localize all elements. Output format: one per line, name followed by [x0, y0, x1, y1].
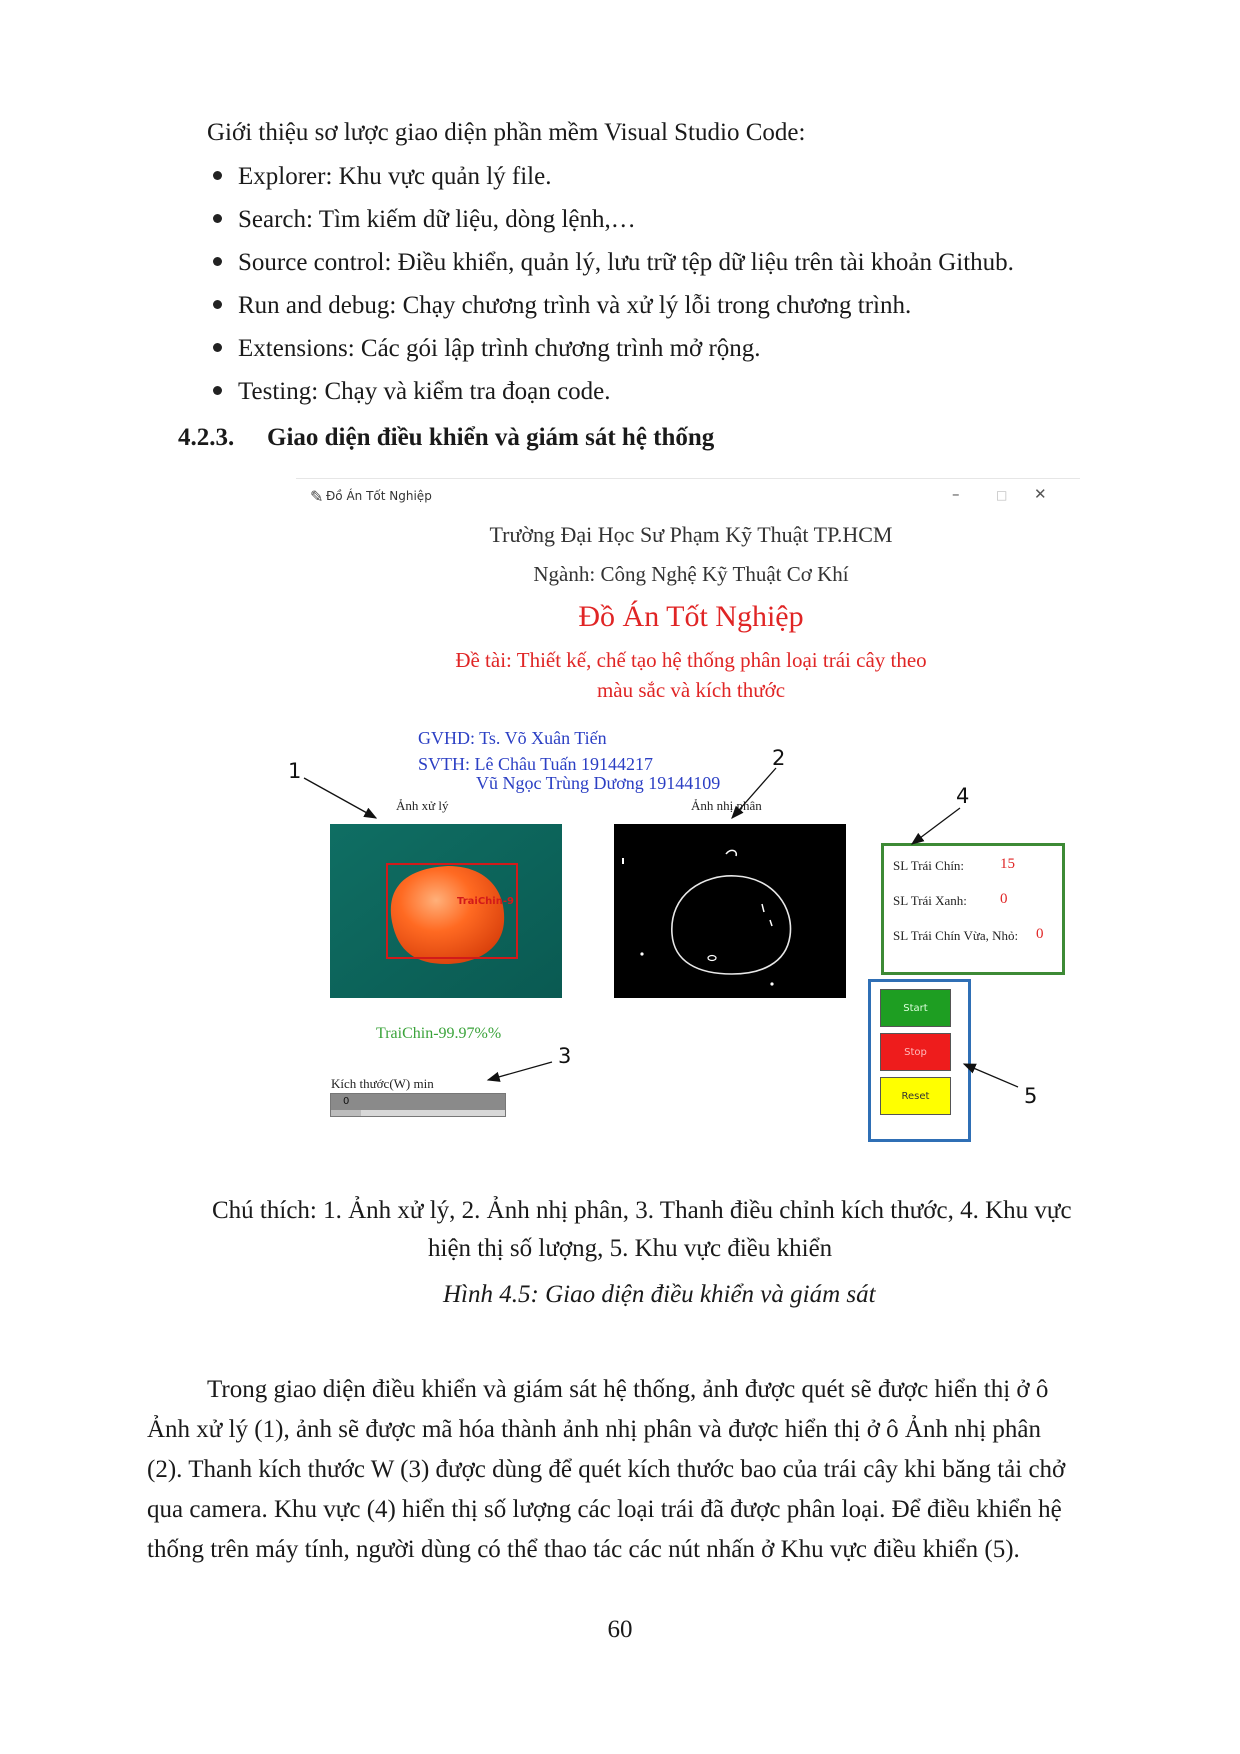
size-slider-value: 0 — [343, 1096, 350, 1107]
callout-arrows — [296, 478, 1080, 1158]
size-slider-label: Kích thước(W) min — [331, 1076, 434, 1091]
list-item: Run and debug: Chạy chương trình và xử lý lỗi trong chương trình. — [238, 291, 1014, 334]
processed-image-label: Ảnh xử lý — [396, 798, 449, 813]
bullet-icon — [213, 257, 222, 266]
start-button[interactable]: Start — [880, 989, 951, 1027]
ripe-count-label: SL Trái Chín: — [893, 858, 965, 873]
feather-icon: ✎ — [310, 489, 324, 506]
green-count-label: SL Trái Xanh: — [893, 893, 967, 908]
feature-list — [238, 162, 1014, 420]
list-item: Extensions: Các gói lập trình chương trình mở rộng. — [238, 334, 1014, 377]
paragraph-line: qua camera. Khu vực (4) hiển thị số lượng các loại trái đã được phân loại. Để điều khiển hệ — [147, 1496, 1062, 1523]
figure-caption: Hình 4.5: Giao diện điều khiển và giám sát — [443, 1281, 876, 1308]
topic-line-2: màu sắc và kích thước — [596, 678, 786, 702]
bullet-icon — [213, 386, 222, 395]
page-number: 60 — [607, 1616, 633, 1643]
bullet-icon — [213, 171, 222, 180]
paragraph-line: Ảnh xử lý (1), ảnh sẽ được mã hóa thành ảnh nhị phân và được hiển thị ở ô Ảnh nhị phân — [147, 1416, 1042, 1443]
confidence-text: TraiChin-99.97%% — [376, 1025, 502, 1042]
callout-number-5: 5 — [1024, 1084, 1038, 1108]
figure-legend-line-1: Chú thích: 1. Ảnh xử lý, 2. Ảnh nhị phân, 3. Thanh điều chỉnh kích thước, 4. Khu vực — [212, 1197, 1072, 1224]
stop-button[interactable]: Stop — [880, 1033, 951, 1071]
section-number: 4.2.3. — [178, 424, 235, 451]
callout-number-2: 2 — [772, 746, 786, 770]
callout-number-1: 1 — [288, 759, 302, 783]
callout-arrow-5 — [964, 1064, 1018, 1087]
intro-text: Giới thiệu sơ lược giao diện phần mềm Visual Studio Code: — [207, 119, 806, 146]
bullet-icon — [213, 300, 222, 309]
detection-tag: TraiChin-9 — [457, 896, 514, 907]
paragraph-line: (2). Thanh kích thước W (3) được dùng để quét kích thước bao của trái cây khi băng tải chở — [147, 1456, 1066, 1483]
paragraph-line: Trong giao diện điều khiển và giám sát hệ thống, ảnh được quét sẽ được hiển thị ở ô — [207, 1376, 1049, 1403]
advisor-text: GVHD: Ts. Võ Xuân Tiến — [418, 728, 607, 748]
list-item: Testing: Chạy và kiểm tra đoạn code. — [238, 377, 1014, 420]
close-button[interactable]: ✕ — [1034, 485, 1047, 503]
callout-arrow-2 — [732, 768, 776, 818]
bullet-icon — [213, 214, 222, 223]
callout-number-4: 4 — [956, 784, 970, 808]
section-title: Giao diện điều khiển và giám sát hệ thống — [267, 424, 715, 451]
bullet-icon — [213, 343, 222, 352]
major-name: Ngành: Công Nghệ Kỹ Thuật Cơ Khí — [533, 562, 849, 586]
green-count-value: 0 — [1000, 891, 1008, 907]
binary-image-label: Ảnh nhị phân — [691, 798, 762, 813]
small-ripe-count-value: 0 — [1036, 926, 1044, 942]
paragraph-line: thống trên máy tính, người dùng có thể thao tác các nút nhấn ở Khu vực điều khiển (5). — [147, 1536, 1020, 1563]
callout-arrow-4 — [912, 808, 960, 844]
reset-button[interactable]: Reset — [880, 1077, 951, 1115]
ripe-count-value: 15 — [1000, 856, 1015, 872]
small-ripe-count-label: SL Trái Chín Vừa, Nhỏ: — [893, 928, 1019, 943]
maximize-button[interactable]: □ — [996, 488, 1008, 502]
minimize-button[interactable]: – — [952, 485, 960, 503]
students-line-1: SVTH: Lê Châu Tuấn 19144217 — [418, 754, 654, 774]
list-item: Explorer: Khu vực quản lý file. — [238, 162, 1014, 205]
callout-number-3: 3 — [558, 1044, 572, 1068]
app-window-figure — [288, 478, 1080, 1158]
thesis-title: Đồ Án Tốt Nghiệp — [578, 600, 804, 633]
callout-arrow-3 — [488, 1062, 552, 1080]
list-item: Source control: Điều khiển, quản lý, lưu trữ tệp dữ liệu trên tài khoản Github. — [238, 248, 1014, 291]
topic-line-1: Đề tài: Thiết kế, chế tạo hệ thống phân loại trái cây theo — [455, 648, 927, 672]
students-line-2: Vũ Ngọc Trùng Dương 19144109 — [476, 773, 721, 793]
window-title: Đồ Án Tốt Nghiệp — [326, 489, 432, 503]
figure-legend-line-2: hiện thị số lượng, 5. Khu vực điều khiển — [428, 1235, 833, 1262]
school-name: Trường Đại Học Sư Phạm Kỹ Thuật TP.HCM — [489, 522, 893, 547]
list-item: Search: Tìm kiếm dữ liệu, dòng lệnh,… — [238, 205, 1014, 248]
callout-arrow-1 — [304, 778, 376, 818]
